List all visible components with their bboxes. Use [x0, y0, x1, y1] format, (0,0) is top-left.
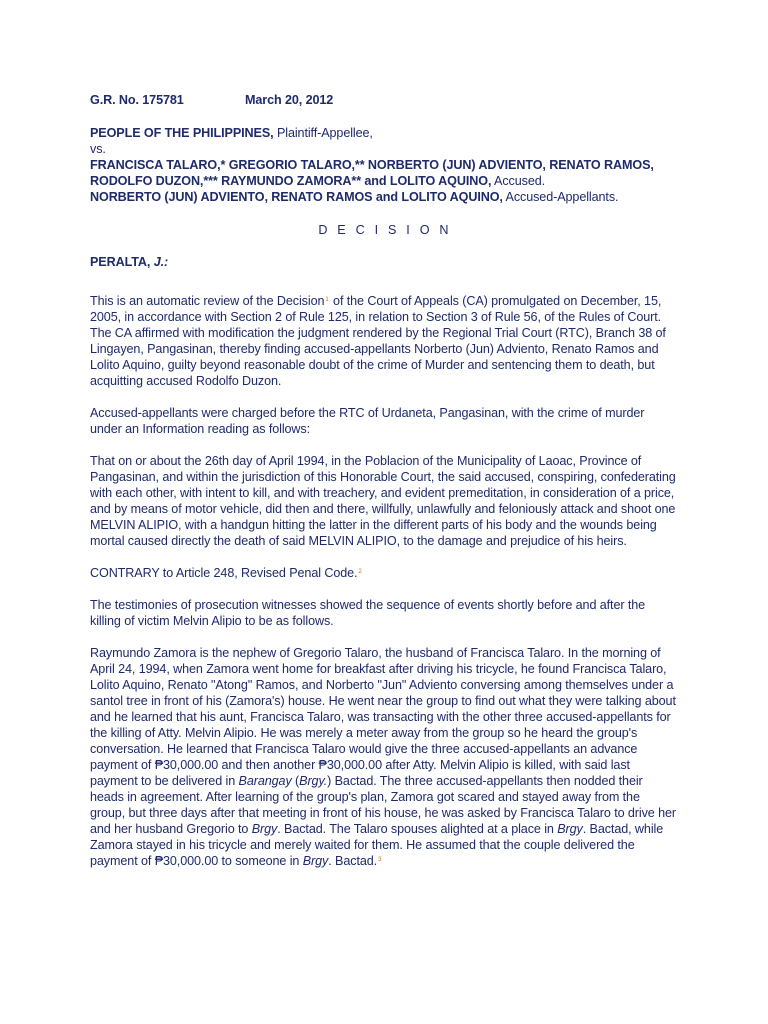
case-header [90, 92, 678, 108]
decision-date: March 20, 2012 [245, 93, 334, 107]
footnote-ref-1[interactable]: 1 [325, 297, 329, 303]
paragraph-6-text-b: ( [291, 774, 300, 788]
brgy-term-2: Brgy [251, 822, 278, 836]
ponente-name: PERALTA, [90, 255, 151, 269]
accused-role: Accused. [491, 174, 546, 188]
case-caption [90, 125, 678, 205]
paragraph-2: Accused-appellants were charged before the RTC of Urdaneta, Pangasinan, with the crime of murder under an Information reading as follows: [90, 406, 645, 436]
paragraph-1-text-b: of the Court of Appeals (CA) promulgated on December, 15, 2005, in accordance with Section 2 of Rule 125, in relation to Section 3 of Rule 56, of the Rules of Court. The CA affirmed with modification the judgment rendered by the Regional Trial Court (RTC), Branch 38 of Lingayen, Pangasinan, thereby finding accused-appellants Norberto (Jun) Adviento, Renato Ramos and Lolito Aquino, guilty beyond reasonable doubt of the crime of Murder and sentencing them to death, but acquitting accused Rodolfo Duzon. [90, 294, 666, 388]
paragraph-6-text-a: Raymundo Zamora is the nephew of Gregorio Talaro, the husband of Francisca Talaro. In the morning of April 24, 1994, when Zamora went home for breakfast after driving his tricycle, he found Francisca Talaro, Lolito Aquino, Renato "Atong" Ramos, and Norberto "Jun" Adviento conversing among themselves under a santol tree in front of his (Zamora's) house. He went near the group to find out what they were talking about and he learned that his aunt, Francisca Talaro, was transacting with the other three accused-appellants for the killing of Atty. Melvin Alipio. He was merely a meter away from the group so he heard the group's conversation. He learned that Francisca Talaro would give the three accused-appellants an advance payment of ₱30,000.00 and then another ₱30,000.00 after Atty. Melvin Alipio is killed, with said last payment to be delivered in [90, 646, 676, 788]
plaintiff-line [90, 125, 678, 141]
paragraph-6-text-e: . Bactad, while Zamora stayed in his tricycle and merely waited for them. He assumed that the couple delivered the payment of ₱30,000.00 to someone in [90, 822, 664, 868]
gr-number: G.R. No. 175781 [90, 93, 184, 107]
brgy-term-1: Brgy. [299, 774, 328, 788]
appellants-line [90, 189, 678, 205]
document-title: D E C I S I O N [318, 223, 452, 237]
paragraph-6-text-c: ) Bactad. The three accused-appellants then nodded their heads in agreement. After learning of the group's plan, Zamora got scared and stayed away from the group, but three days after that meeting in front of his house, he was asked by Francisca Talaro to drive her and her husband Gregorio to [90, 774, 676, 836]
paragraph-3-information: That on or about the 26th day of April 1994, in the Poblacion of the Municipality of Laoac, Province of Pangasinan, and within the jurisdiction of this Honorable Court, the said accused, conspiring, confederating with each other, with intent to kill, and with treachery, and evident premeditation, in consideration of a price, and by means of motor vehicle, did then and there, willfully, unlawfully and feloniously attack and shoot one MELVIN ALIPIO, with a handgun hitting the latter in the different parts of his body and the wounds being mortal caused directly the death of said MELVIN ALIPIO, to the damage and prejudice of his heirs. [90, 454, 676, 548]
accused-names: FRANCISCA TALARO,* GREGORIO TALARO,** NORBERTO (JUN) ADVIENTO, RENATO RAMOS, RODOLFO DUZON,*** RAYMUNDO ZAMORA** and LOLITO AQUINO, [90, 158, 654, 188]
appellant-role: Accused-Appellants. [502, 190, 619, 204]
paragraph-4-text: CONTRARY to Article 248, Revised Penal Code. [90, 566, 358, 580]
brgy-term-4: Brgy [302, 854, 329, 868]
ponente [90, 254, 678, 270]
brgy-term-3: Brgy [557, 822, 583, 836]
versus: vs. [90, 142, 106, 156]
paragraph-1-text-a: This is an automatic review of the Decision [90, 294, 325, 308]
paragraph-1 [90, 293, 678, 389]
appellant-names: NORBERTO (JUN) ADVIENTO, RENATO RAMOS and LOLITO AQUINO, [90, 190, 503, 204]
plaintiff-name: PEOPLE OF THE PHILIPPINES, [90, 126, 274, 140]
ponente-suffix: J.: [153, 255, 169, 269]
plaintiff-role: Plaintiff-Appellee, [273, 126, 373, 140]
footnote-ref-2[interactable]: 2 [358, 569, 362, 575]
paragraph-6 [90, 645, 678, 869]
barangay-term: Barangay [238, 774, 292, 788]
paragraph-6-text-d: . Bactad. The Talaro spouses alighted at a place in [277, 822, 558, 836]
footnote-ref-3[interactable]: 3 [378, 857, 382, 863]
paragraph-5: The testimonies of prosecution witnesses showed the sequence of events shortly before and after the killing of victim Melvin Alipio to be as follows. [90, 598, 646, 628]
accused-line [90, 157, 678, 189]
paragraph-6-text-f: . Bactad. [328, 854, 378, 868]
document-body [90, 92, 678, 885]
paragraph-4 [90, 565, 678, 581]
